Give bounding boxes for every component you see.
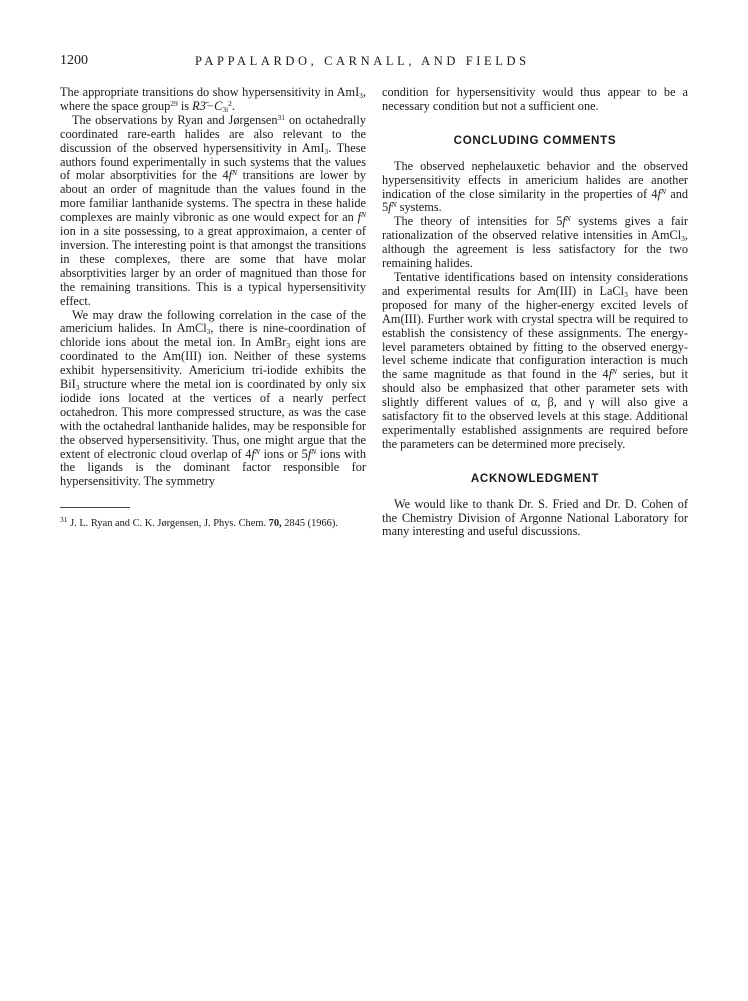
footnote-divider [60, 507, 130, 508]
paragraph-3: We may draw the following correlation in the case of the americium halides. In AmCl$_3$, there is nine-coordination of chloride ions about the metal ion. In AmBr$_3$ eight ions are coordinated to the Am(III) ion. Neither of these systems exhibit hypersensitivity. Americium tri-iodide exhibits the BiI$_3$ structure where the metal ion is coordinated by only six iodide ions located at the vertices of a nearly perfect octahedron. This more compressed structure, as was the case with the octahedral lanthanide halides, may be responsible for the observed hypersensitivity. Thus, one might argue that the extent of electronic cloud overlap of $4f^N$ ions or $5f^N$ ions with the ligands is the dominant factor responsible for hypersensitivity. The symmetry [60, 307, 367, 489]
paragraph-intensities: The theory of intensities for $5f^N$ systems gives a fair rationalization of the observed relative intensities in AmCl$_3$, although the agreement is less satisfactory for the two remaining halides. [382, 214, 688, 271]
paragraph-identifications: Tentative identifications based on intensity considerations and experimental results for Am(III) in LaCl$_3$ have been proposed for many of the higher-energy excited levels of Am(III). Further work with crystal spectra will be required to establish the consistency of these assignments. The energy-level parameters obtained by fitting to the observed energy-level scheme indicate that configuration interaction is much the same magnitude as that found in the $4f^N$ series, but it should also be emphasized that other parameter sets with slightly different values of α, β, and γ will also give a satisfactory fit to the observed levels at this stage. Additional experimentally established assignments are required before the parameters can be determined more precisely. [382, 269, 689, 451]
left-column [60, 86, 366, 531]
running-title: PAPPALARDO, CARNALL, AND FIELDS [195, 54, 530, 68]
paragraph-continued: condition for hypersensitivity would thus appear to be a necessary condition but not a sufficient one. [382, 85, 688, 113]
paragraph-2: The observations by Ryan and Jørgensen$^{31}$ on octahedrally coordinated rare-earth halides are also relevant to the discussion of the observed hypersensitivity in AmI$_3$. These authors found experimentally in such systems that the values of molar absorptivities for the $4f^N$ transitions are lower by about an order of magnitude than the values found in the more familiar lanthanide systems. The spectra in these halide complexes are mainly vibronic as one would expect for an $f^N$ ion in a site possessing, to a great approximaion, a center of inversion. The interesting point is that amongst the transitions in these complexes, there are some that have molar absorptivities larger by an order of magnitued than those for the remaining transitions. This is a typical hypersensitivity effect. [60, 112, 366, 308]
paragraph-acknowledgment: We would like to thank Dr. S. Fried and Dr. D. Cohen of the Chemistry Division of Argonne National Laboratory for many interesting and useful discussions. [382, 496, 688, 539]
right-column [382, 86, 688, 539]
footnote: $^{31}$ J. L. Ryan and C. K. Jørgensen, J. Phys. Chem. 70, 2845 (1966). [60, 515, 338, 530]
section-heading-acknowledgment: ACKNOWLEDGMENT [470, 471, 600, 485]
paragraph-1: The appropriate transitions do show hypersensitivity in AmI$_3$, where the space group$^{29}$ is $R3̄-C_{3i}^2$. [60, 85, 366, 114]
page-header [60, 53, 688, 73]
paragraph-nephelauxetic: The observed nephelauxetic behavior and the observed hypersensitivity effects in americium halides are another indication of the close similarity in the properties of $4f^N$ and $5f^N$ systems. [382, 158, 688, 215]
space-group: R3̄−C [192, 98, 223, 113]
page-number: 1200 [60, 53, 88, 68]
section-heading-concluding: CONCLUDING COMMENTS [453, 133, 617, 147]
